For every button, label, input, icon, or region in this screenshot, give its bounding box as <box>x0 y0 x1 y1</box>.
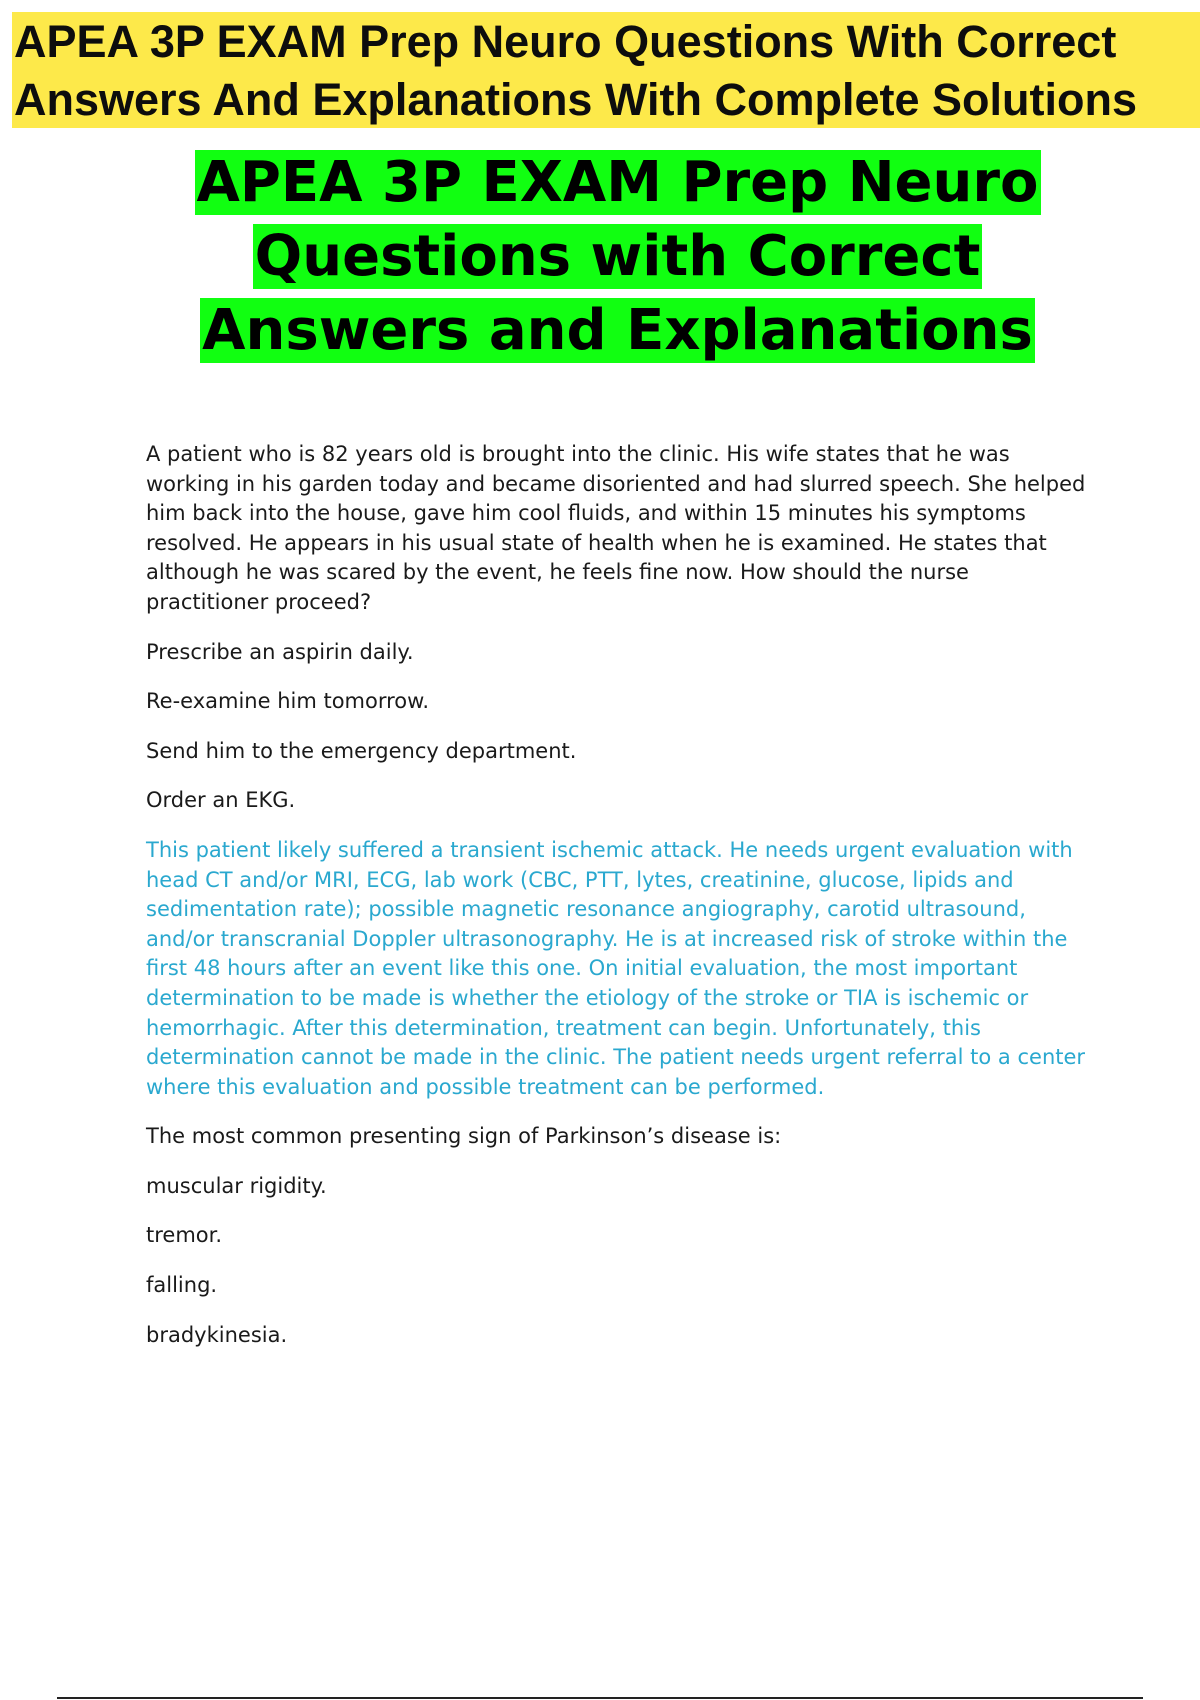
banner-title-line-2: Answers And Explanations With Complete Solutions <box>14 74 1138 125</box>
question-2-option-b: tremor. <box>146 1223 223 1248</box>
question-1-stem: A patient who is 82 years old is brought into the clinic. His wife states that he was working in his garden today and became disoriented and had slurred speech. She helped him back into the house, gave him cool fluids, and within 15 minutes his symptoms resolved. He appears in his usual state of health when he is examined. He states that although he was scared by the event, he feels fine now. How should the nurse practitioner proceed? <box>146 442 1086 614</box>
document-body <box>146 440 1096 1370</box>
document-title-line-2: Questions with Correct <box>254 224 981 289</box>
question-2-option-d: bradykinesia. <box>146 1322 288 1347</box>
question-1-option-c: Send him to the emergency department. <box>146 738 577 763</box>
question-2-option-c: falling. <box>146 1273 218 1298</box>
document-title <box>0 146 1200 368</box>
question-1-explanation: This patient likely suffered a transient ischemic attack. He needs urgent evaluation with head CT and/or MRI, ECG, lab work (CBC, PTT, lytes, creatinine, glucose, lipids and sedimentation rate); possible magnetic resonance angiography, carotid ultrasound, and/or transcranial Doppler ultrasonography. He is at increased risk of stroke within the first 48 hours after an event like this one. On initial evaluation, the most important determination to be made is whether the etiology of the stroke or TIA is ischemic or hemorrhagic. After this determination, treatment can begin. Unfortunately, this determination cannot be made in the clinic. The patient needs urgent referral to a center where this evaluation and possible treatment can be performed. <box>146 837 1086 1099</box>
page-divider <box>57 1697 1143 1699</box>
question-1-option-a: Prescribe an aspirin daily. <box>146 639 414 664</box>
question-2-option-a: muscular rigidity. <box>146 1173 327 1198</box>
header-banner <box>12 12 1200 128</box>
banner-title-line-1: APEA 3P EXAM Prep Neuro Questions With Correct <box>14 16 1117 67</box>
document-title-line-3: Answers and Explanations <box>202 298 1033 363</box>
question-1-option-b: Re-examine him tomorrow. <box>146 689 430 714</box>
question-2-stem: The most common presenting sign of Parkinson’s disease is: <box>146 1124 782 1149</box>
document-title-line-1: APEA 3P EXAM Prep Neuro <box>196 150 1039 215</box>
question-1-option-d: Order an EKG. <box>146 788 296 813</box>
